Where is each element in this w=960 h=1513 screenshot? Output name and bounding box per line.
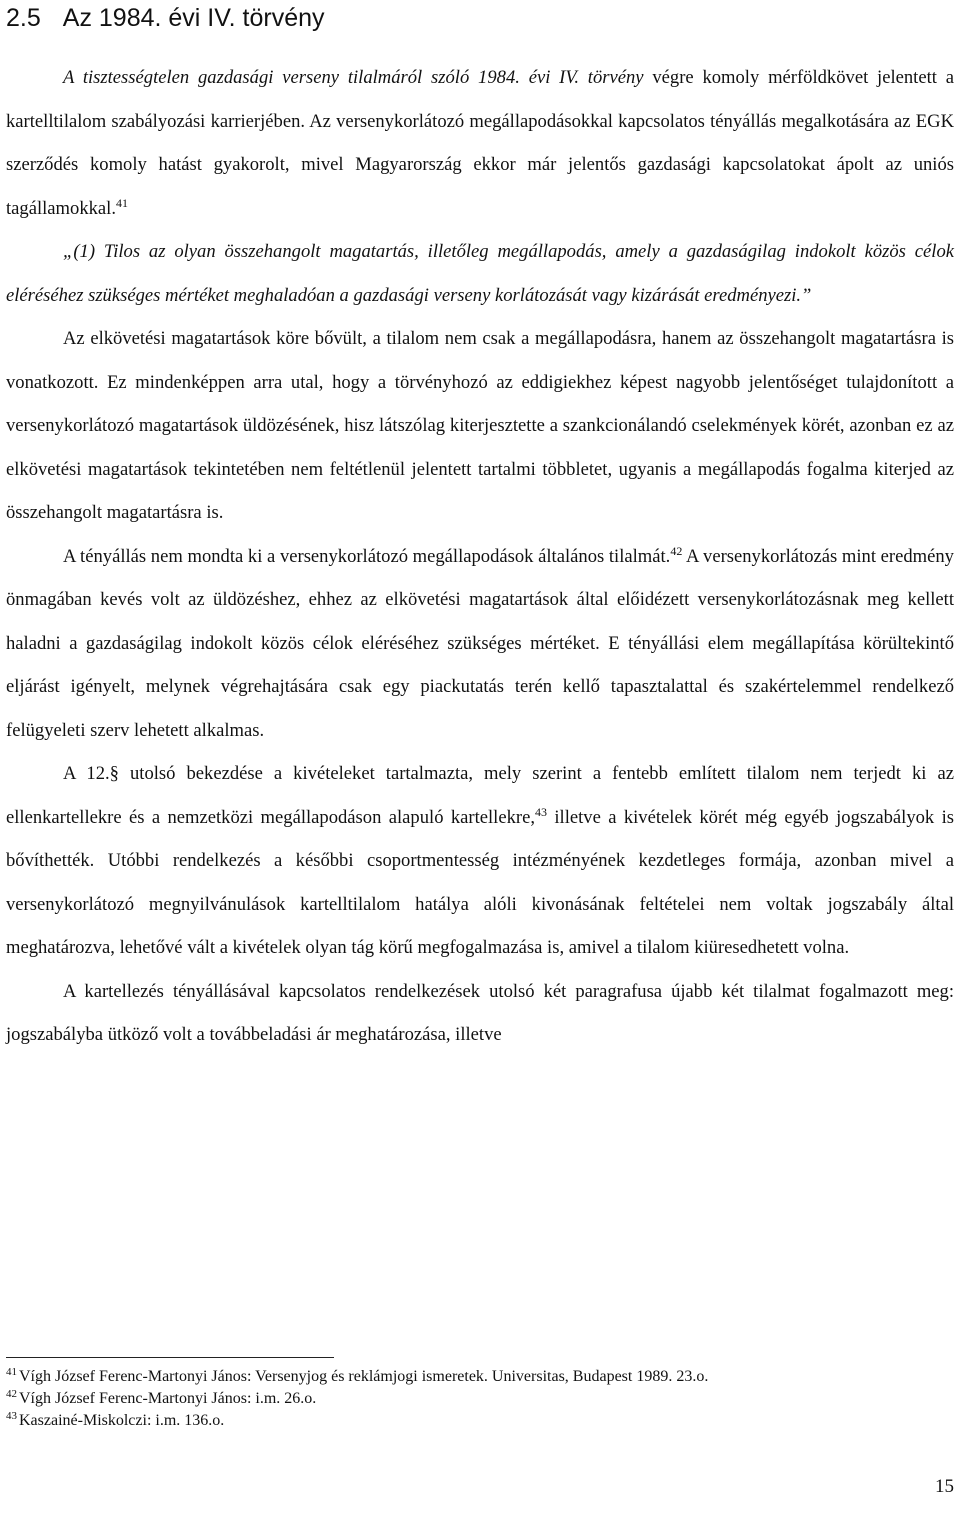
footnote-text: Vígh József Ferenc-Martonyi János: i.m. 26.o.	[19, 1390, 317, 1407]
law-quote	[6, 230, 954, 317]
footnote-43	[6, 1410, 954, 1432]
footnote-text: Vígh József Ferenc-Martonyi János: Versenyjog és reklámjogi ismeretek. Universitas, Budapest 1989. 23.o.	[19, 1368, 709, 1385]
footnote-ref-43[interactable]: 43	[535, 804, 547, 819]
footnote-41	[6, 1366, 954, 1388]
footnote-ref-41[interactable]: 41	[115, 195, 128, 210]
footnote-text: Kaszainé-Miskolczi: i.m. 136.o.	[19, 1412, 225, 1429]
paragraph-intro	[6, 56, 954, 230]
footnote-number: 41	[6, 1365, 17, 1378]
paragraph-2: Az elkövetési magatartások köre bővült, a tilalom nem csak a megállapodásra, hanem az összehangolt magatartásra is vonatkozott. Ez mindenképpen arra utal, hogy a törvényhozó az eddigiekhez képest nagyobb jelentőséget tulajdonított a versenykorlátozó magatartások üldözésének, hisz látszólag kiterjesztette a szankcionálandó cselekmények körét, azonban ez az elkövetési magatartások tekintetében nem feltétlenül jelentett tartalmi többletet, ugyanis a megállapodás fogalma kiterjed az összehangolt magatartásra is.	[6, 328, 954, 523]
paragraph-4-text-a: A 12.§ utolsó bekezdése a kivételeket tartalmazta, mely szerint a fentebb említett tilalom nem terjedt ki az ellenkartellekre és a nemzetközi megállapodáson alapuló kartellekre,	[6, 763, 954, 828]
paragraph-3	[6, 535, 954, 753]
law-quote-text: „(1) Tilos az olyan összehangolt magatartás, illetőleg megállapodás, amely a gazdaságilag indokolt közös célok eléréséhez szükséges mértéket meghaladóan a gazdasági verseny korlátozását vagy kizárását eredményezi.”	[6, 241, 954, 306]
section-title: Az 1984. évi IV. törvény	[62, 4, 325, 32]
law-title-italic: A tisztességtelen gazdasági verseny tilalmáról szóló 1984. évi IV. törvény	[63, 67, 644, 88]
footnote-number: 43	[6, 1409, 17, 1422]
body-text	[6, 56, 954, 1057]
footnote-number: 42	[6, 1387, 17, 1400]
paragraph-3-text-a: A tényállás nem mondta ki a versenykorlátozó megállapodások általános tilalmát.	[63, 545, 671, 567]
footnote-divider	[6, 1357, 334, 1358]
paragraph-4	[6, 752, 954, 970]
page-number: 15	[935, 1476, 954, 1497]
paragraph-5: A kartellezés tényállásával kapcsolatos rendelkezések utolsó két paragrafusa újabb két tilalmat fogalmazott meg: jogszabályba ütköző volt a továbbeladási ár meghatározása, illetve	[6, 980, 954, 1045]
paragraph-4-text-b: illetve a kivételek körét még egyéb jogszabályok is bővíthették. Utóbbi rendelkezés a későbbi csoportmentesség intézményének kezdetleges formája, azonban mivel a versenykorlátozó megnyilvánulások kartelltilalom hatálya alóli kivonásának feltételei nem voltak jogszabály által meghatározva, lehetővé vált a kivételek olyan tág körű megfogalmazása is, amivel a tilalom kiüresedhetett volna.	[6, 806, 954, 958]
section-heading	[6, 2, 325, 34]
footnote-ref-42[interactable]: 42	[670, 543, 683, 558]
section-number: 2.5	[6, 4, 41, 32]
paragraph-3-text-b: A versenykorlátozás mint eredmény önmagában kevés volt az üldözéshez, ehhez az elkövetési magatartások által előidézett versenykorlátozásnak meg kellett haladni a gazdaságilag indokolt közös célok eléréséhez szükséges mértéket. E tényállási elem megállapítása körültekintő eljárást igényelt, melynek végrehajtására csak egy piackutatás terén kellő tapasztalattal és szakértelemmel rendelkező felügyeleti szerv lehetett alkalmas.	[6, 545, 954, 741]
paragraph-intro-text: végre komoly mérföldkövet jelentett a kartelltilalom szabályozási karrierjében. Az versenykorlátozó megállapodásokkal kapcsolatos tényállás megalkotására az EGK szerződés komoly hatást gyakorolt, mivel Magyarország ekkor már jelentős gazdasági kapcsolatokat ápolt az uniós tagállamokkal.	[6, 67, 954, 219]
footnote-42	[6, 1388, 954, 1410]
footnotes	[6, 1366, 954, 1432]
